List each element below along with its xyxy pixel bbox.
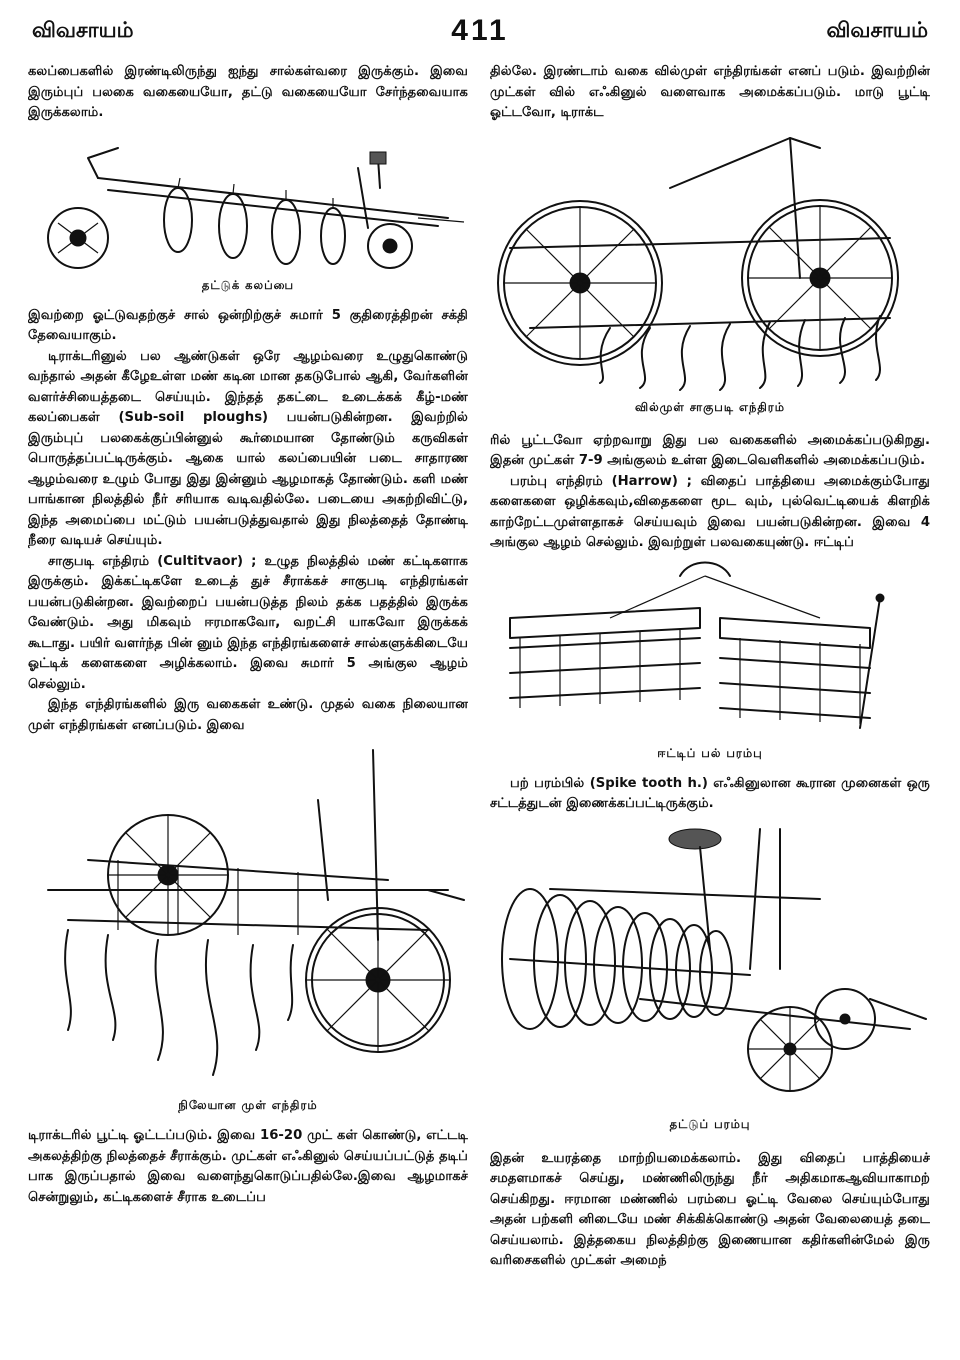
left-paragraph-4: சாகுபடி எந்திரம் (Cultitvaor) ; உழுத நிலத்தில் மண் கட்டிகளாக இருக்கும். இக்கட்டிகளே உடைத் துச் சீராக்கச் சாகுபடி எந்திரங்கள் பயன்படுகின்றன. இவற்றைப் பயன்படுத்த நிலம் தக்க பதத்தில் இருக்க வேண்டும். அது மிகவும் ஈரமாகவோ, வறட்சி யாகவோ இருக்கக் கூடாது. பயிர் வளர்ந்த பின் னும் இந்த எந்திரங்களைச் சால்களுக்கிடையே ஓட்டிக் களைகளை அழிக்கலாம். இவை சுமார் 5 அங்குல ஆழம் செல்லும். — [28, 553, 468, 692]
left-paragraph-1: கலப்பைகளில் இரண்டிலிருந்து ஐந்து சால்கள்வரை இருக்கும். இவை இரும்புப் பலகை வகையையோ, தட்டு வகையையோ சேர்ந்தவையாக இருக்கலாம். — [28, 64, 468, 120]
running-head-right: விவசாயம் — [826, 18, 928, 42]
left-paragraph-2: இவற்றை ஓட்டுவதற்குச் சால் ஒன்றிற்குச் சுமார் 5 குதிரைத்திறன் சக்தி தேவையாகும். — [28, 307, 468, 343]
figure-caption: தட்டுக் கலப்பை — [201, 277, 295, 292]
disc-harrow-illustration — [490, 819, 930, 1115]
right-paragraph-1: தில்லே. இரண்டாம் வகை வில்முள் எந்திரங்கள் எனப் படும். இவற்றின் முட்கள் வில் எஃகினுல் வளைவாக அமைக்கப்படும். மாடு பூட்டி ஓட்டவோ, டிராக்ட — [490, 64, 930, 120]
left-paragraph-5: இந்த எந்திரங்களில் இரு வகைகள் உண்டு. முதல் வகை நிலையான முள் எந்திரங்கள் எனப்படும். இவை — [28, 697, 468, 733]
figure-rigid-tine-cultivator — [28, 740, 468, 1120]
left-paragraph-3: டிராக்டரினுல் பல ஆண்டுகள் ஒரே ஆழம்வரை உழுதுகொண்டு வந்தால் அதன் கீழேஉள்ள மண் கடின மான தகடுபோல் ஆகி, வேர்களின் வளர்ச்சியைத்தடை செய்யும். இந்தத் தகட்டை உடைக்கக் கீழ்-மண் கலப்பைகள் (Sub-soil ploughs) பயன்படுகின்றன. இவற்றில் இரும்புப் பலகைக்குப்பின்னுல் கூர்மையான தோண்டும் கருவிகள் பொருத்தப்பட்டிருக்கும். ஆகை யால் கலப்பையின் படை சாதாரண ஆழம்வரை உழும் போது இது இன்னும் ஆழமாகத் தோண்டும். களி மண் பாங்கான நிலத்தில் நீர் சரியாக வடிவதில்லே. படையை அகற்றிவிட்டு, இந்த அமைப்பை மட்டும் பயன்படுத்துவதால் இது நிலத்தைத் தோண்டி நீரை வடியச் செய்யும். — [28, 348, 468, 548]
left-paragraph-6: டிராக்டரில் பூட்டி ஓட்டப்படும். இவை 16-20 முட் கள் கொண்டு, எட்டடி அகலத்திற்கு நிலத்தைச் சீராக்கும். முட்கள் எஃகினுல் செய்யப்பட்டுத் தடிப் பாக இருப்பதால் இவை வளைந்துகொடுப்பதில்லே.இவை ஆழமாகச் சென்றுலும், கட்டிகளைச் சீராக உடைப்ப — [28, 1128, 468, 1205]
figure-caption: வில்முள் சாகுபடி எந்திரம் — [635, 399, 785, 414]
right-paragraph-2: ரில் பூட்டவோ ஏற்றவாறு இது பல வகைகளில் அமைக்கப்படுகிறது. இதன் முட்கள் 7-9 அங்குலம் உள்ள இடைவெளிகளில் அமைக்கப்படும். — [490, 432, 930, 468]
right-paragraph-3: பரம்பு எந்திரம் (Harrow) ; விதைப் பாத்தியை அமைக்கும்போது களைகளை ஒழிக்கவும்,விதைகளை மூட வும், புல்வெட்டியைக் கிளறிக் காற்றேட்டமுள்ளதாகச் செய்யவும் இவை பயன்படுகின்றன. இவை 4 அங்குல ஆழம் செல்லும். இவற்றுள் பலவகையுண்டு. ஈட்டிப் — [490, 473, 930, 550]
running-head-left: விவசாயம் — [32, 18, 134, 42]
left-column — [28, 62, 468, 1350]
rigid-tine-cultivator-illustration — [28, 740, 468, 1096]
page-header — [32, 14, 928, 54]
right-paragraph-5: இதன் உயரத்தை மாற்றியமைக்கலாம். இது விதைப் பாத்தியைச் சமதளமாகச் செய்து, மண்ணிலிருந்து நீர் அதிகமாகஆவியாகாமற் செய்கிறது. ஈரமான மண்ணில் பரம்பை ஓட்டி வேலை செய்யும்போது அதன் பற்களி னிடையே மண் சிக்கிக்கொண்டு அதன் வேலையைத் தடை செய்யலாம். இத்தகைய நிலத்திற்கு இணையான கதிர்களின்மேல் இரு வரிசைகளில் முட்கள் அமைந் — [490, 1150, 930, 1268]
disc-plough-illustration — [28, 128, 468, 276]
figure-caption: ஈட்டிப் பல் பரம்பு — [657, 745, 763, 760]
right-paragraph-4: பற் பரம்பில் (Spike tooth h.) எஃகினுலான கூரான முனைகள் ஒரு சட்டத்துடன் இணைக்கப்பட்டிருக்கும். — [490, 775, 930, 811]
spring-tine-cultivator-illustration — [490, 128, 930, 398]
figure-disc-plough — [28, 128, 468, 298]
figure-spike-tooth-harrow — [490, 558, 930, 768]
figure-caption: தட்டுப் பரம்பு — [669, 1116, 751, 1131]
page-number: 411 — [451, 14, 509, 47]
spike-tooth-harrow-illustration — [490, 558, 930, 744]
figure-disc-harrow — [490, 819, 930, 1139]
figure-caption: நிலேயான முள் எந்திரம் — [178, 1098, 318, 1112]
right-column — [490, 62, 930, 1350]
figure-spring-tine-cultivator — [490, 128, 930, 423]
